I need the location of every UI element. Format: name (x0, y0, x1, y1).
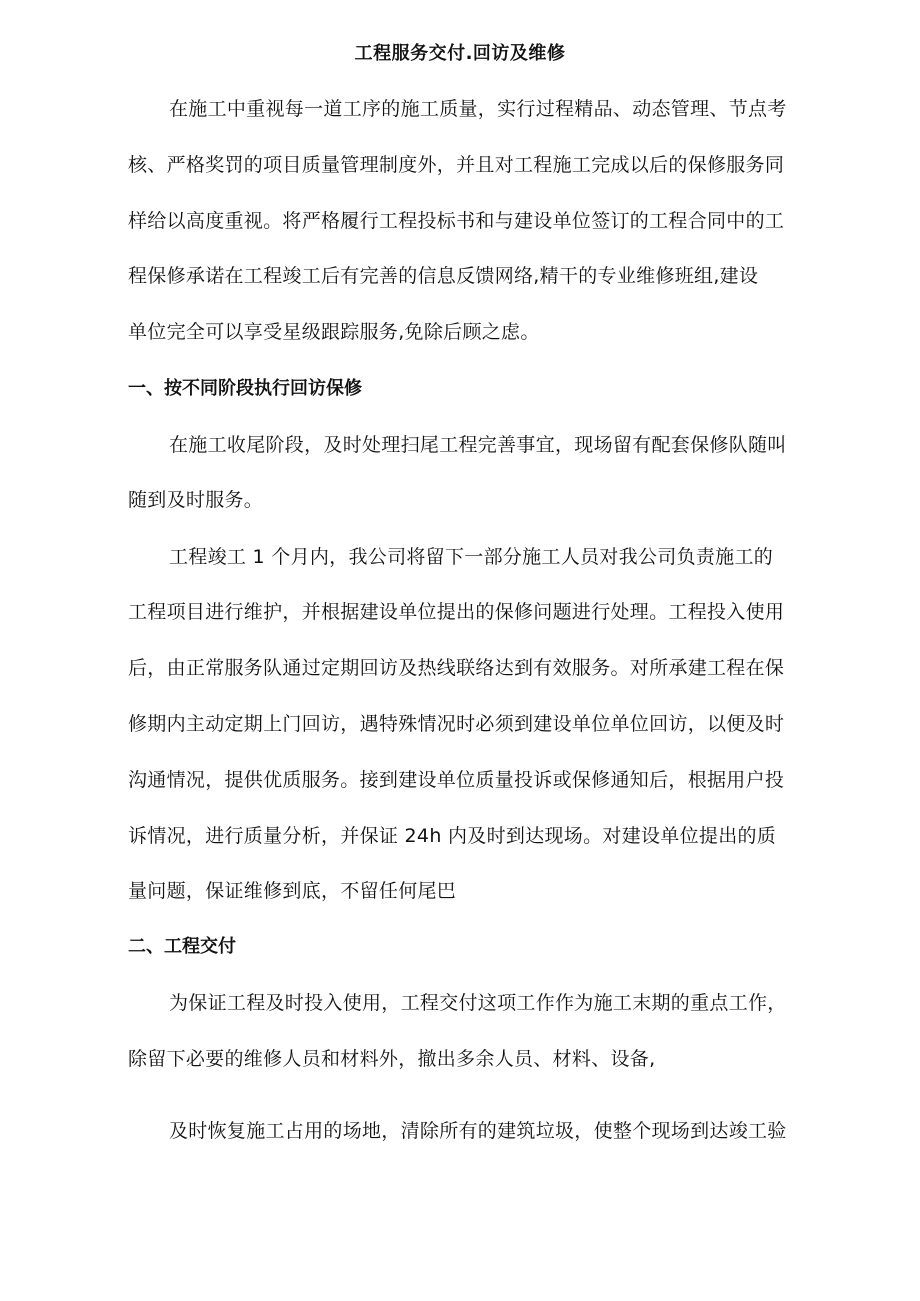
section1-para2-line-1: 工程竣工 1 个月内，我公司将留下一部分施工人员对我公司负责施工的 (169, 546, 774, 568)
section1-heading: 一、按不同阶段执行回访保修 (128, 378, 362, 399)
section1-para2-line-7: 量问题，保证维修到底，不留任何尾巴 (128, 880, 457, 902)
section2-para2-line-1: 及时恢复施工占用的场地，清除所有的建筑垃圾，使整个现场到达竣工验 (169, 1120, 787, 1142)
intro-line-2: 核、严格奖罚的项目质量管理制度外，并且对工程施工完成以后的保修服务同 (128, 154, 785, 176)
section1-para2-line-4: 修期内主动定期上门回访，遇特殊情况时必须到建设单位单位回访，以便及时 (128, 713, 785, 735)
section1-para2-line-2: 工程项目进行维护，并根据建设单位提出的保修问题进行处理。工程投入使用 (128, 601, 785, 623)
section1-para1-line-2: 随到及时服务。 (128, 489, 264, 511)
intro-line-3: 样给以高度重视。将严格履行工程投标书和与建设单位签订的工程合同中的工 (128, 210, 785, 232)
section1-para1-line-1: 在施工收尾阶段，及时处理扫尾工程完善事宜，现场留有配套保修队随叫 (169, 434, 787, 456)
section2-heading: 二、工程交付 (128, 936, 236, 957)
section1-para2-line-3: 后，由正常服务队通过定期回访及热线联络达到有效服务。对所承建工程在保 (128, 657, 785, 679)
section1-para2-line-6: 诉情况，进行质量分析，并保证 24h 内及时到达现场。对建设单位提出的质 (128, 825, 777, 847)
intro-line-4: 程保修承诺在工程竣工后有完善的信息反馈网络,精干的专业维修班组,建设 (128, 265, 759, 287)
intro-line-1: 在施工中重视每一道工序的施工质量，实行过程精品、动态管理、节点考 (169, 98, 787, 120)
intro-line-5: 单位完全可以享受星级跟踪服务,免除后顾之虑。 (128, 321, 540, 343)
document-title: 工程服务交付.回访及维修 (354, 43, 566, 64)
section2-para1-line-1: 为保证工程及时投入使用，工程交付这项工作作为施工末期的重点工作， (169, 992, 787, 1014)
section1-para2-line-5: 沟通情况，提供优质服务。接到建设单位质量投诉或保修通知后，根据用户投 (128, 769, 785, 791)
section2-para1-line-2: 除留下必要的维修人员和材料外，撤出多余人员、材料、设备, (128, 1048, 656, 1070)
